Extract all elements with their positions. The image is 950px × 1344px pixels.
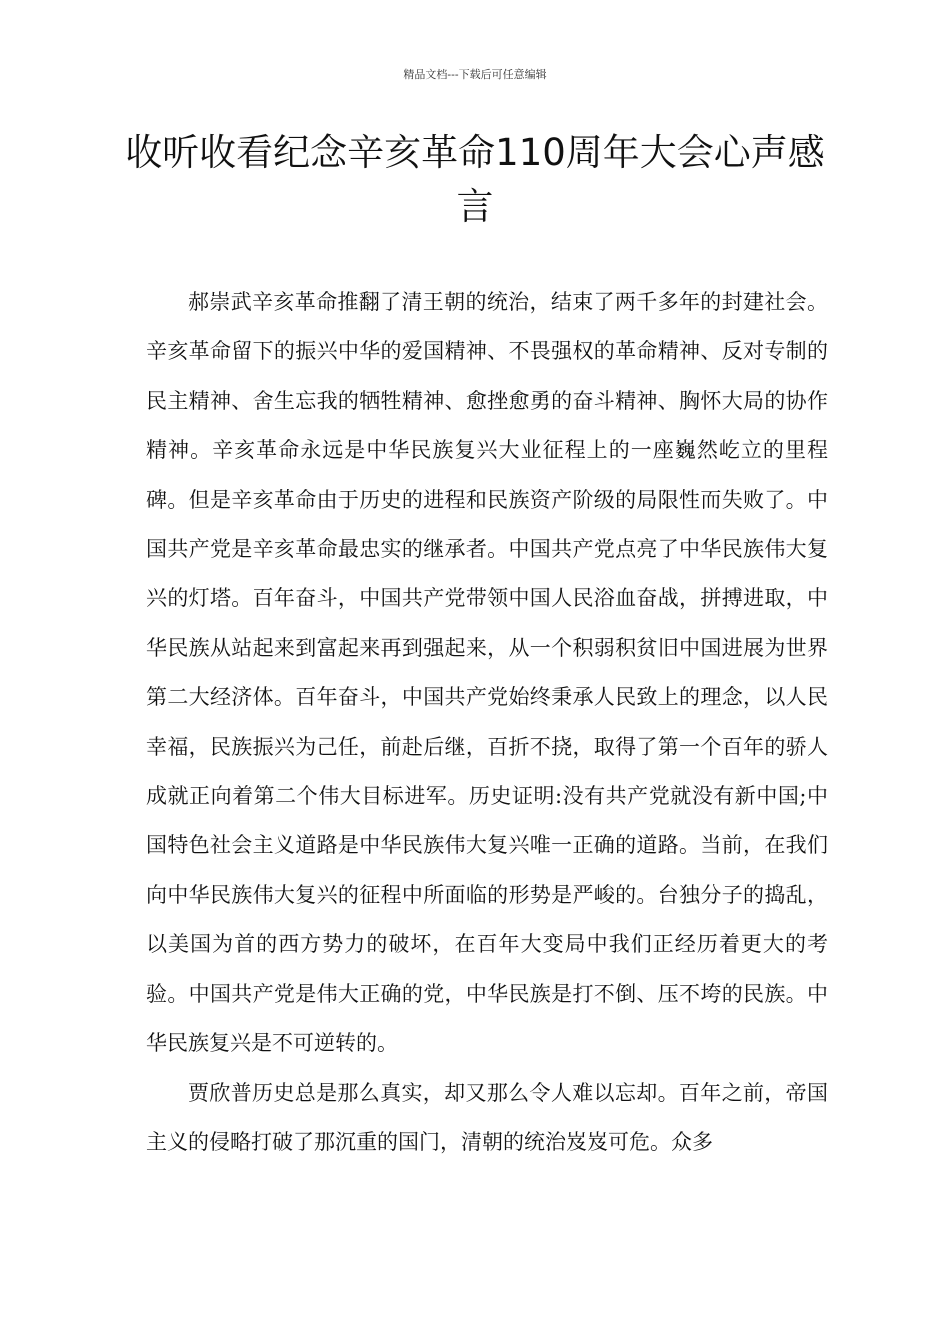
paragraph-2: 贾欣普历史总是那么真实，却又那么令人难以忘却。百年之前，帝国主义的侵略打破了那沉重的国门，清朝的统治岌岌可危。众多: [146, 1080, 828, 1154]
document-body: [146, 278, 828, 1167]
document-title: 收听收看纪念辛亥革命110周年大会心声感言: [125, 131, 825, 228]
header-note: 精品文档---下载后可任意编辑: [403, 68, 547, 81]
paragraph-1: 郝崇武辛亥革命推翻了清王朝的统治，结束了两千多年的封建社会。辛亥革命留下的振兴中华的爱国精神、不畏强权的革命精神、反对专制的民主精神、舍生忘我的牺牲精神、愈挫愈勇的奋斗精神、胸怀大局的协作精神。辛亥革命永远是中华民族复兴大业征程上的一座巍然屹立的里程碑。但是辛亥革命由于历史的进程和民族资产阶级的局限性而失败了。中国共产党是辛亥革命最忠实的继承者。中国共产党点亮了中华民族伟大复兴的灯塔。百年奋斗，中国共产党带领中国人民浴血奋战，拼搏进取，中华民族从站起来到富起来再到强起来，从一个积弱积贫旧中国进展为世界第二大经济体。百年奋斗，中国共产党始终秉承人民致上的理念，以人民幸福，民族振兴为己任，前赴后继，百折不挠，取得了第一个百年的骄人成就正向着第二个伟大目标进军。历史证明:没有共产党就没有新中国;中国特色社会主义道路是中华民族伟大复兴唯一正确的道路。当前，在我们向中华民族伟大复兴的征程中所面临的形势是严峻的。台独分子的捣乱，以美国为首的西方势力的破坏，在百年大变局中我们正经历着更大的考验。中国共产党是伟大正确的党，中华民族是打不倒、压不垮的民族。中华民族复兴是不可逆转的。: [146, 290, 828, 1056]
